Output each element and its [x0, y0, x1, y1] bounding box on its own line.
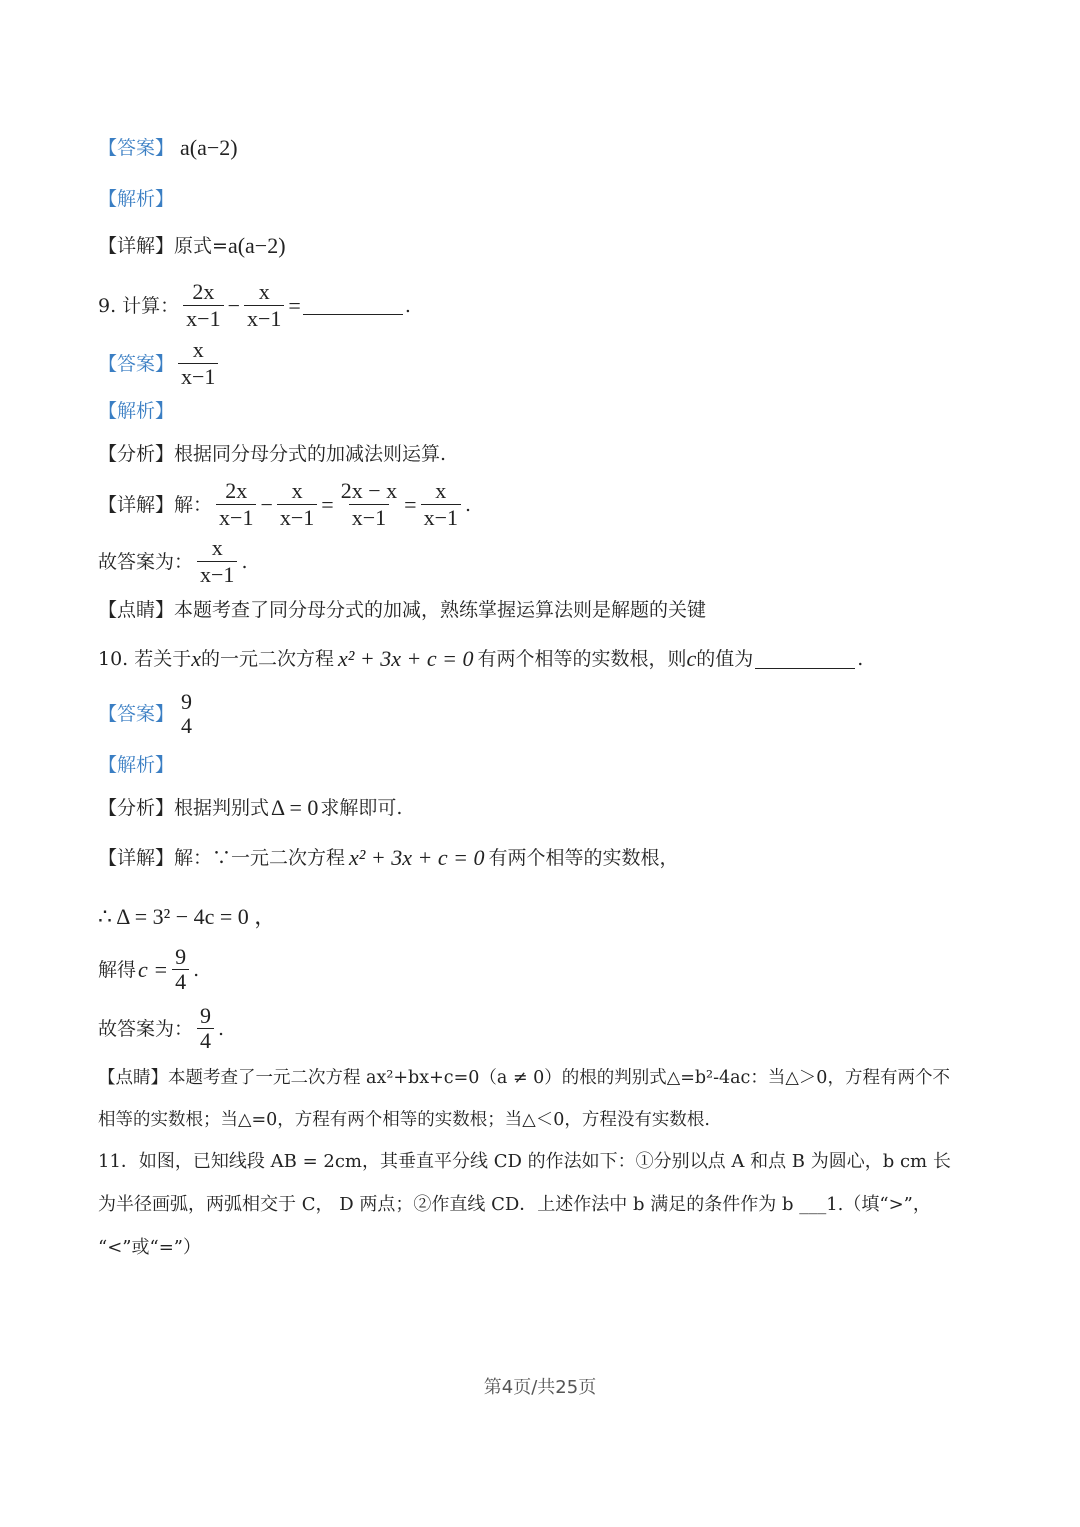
- q10-dianjing-line2: [98, 1108, 710, 1132]
- prev-answer-expr: a(a−2): [180, 135, 238, 160]
- prev-detail-line: [98, 234, 286, 258]
- answer-tag: 【答案】: [98, 703, 175, 725]
- q10-dianjing-text2: 相等的实数根；当△=0，方程有两个相等的实数根；当△＜0，方程没有实数根.: [98, 1110, 710, 1130]
- q10-answer-fraction: 9 4: [181, 689, 193, 738]
- page-footer: 第4页/共25页: [483, 1377, 597, 1398]
- q9-conclusion-label: 故答案为：: [98, 550, 194, 573]
- q9-analysis-line: [98, 399, 174, 423]
- q10-step1: ∴ Δ = 3² − 4c = 0 ，: [98, 904, 277, 929]
- q9-conclusion-line: 故答案为： $\frac{x}{x-1}$ .: [98, 535, 248, 587]
- q10-analysis-line: [98, 753, 174, 777]
- q10-stem-part4: 的值为: [696, 648, 754, 670]
- fenxi-tag: 【分析】: [98, 797, 175, 819]
- q9-detail-line: 【详解】 解： $\frac{2x}{x-1}$ − $\frac{x}{x-1}$ = $\frac{2x - x}{x-1}$ = $\frac{x}{x-1}$ .: [98, 478, 472, 530]
- q9-number: 9.: [98, 294, 117, 317]
- q10-dianjing-line1: [98, 1066, 950, 1090]
- q10-fenxi-text2: 求解即可.: [320, 797, 403, 819]
- q10-dianjing-text1: 本题考查了一元二次方程 ax²+bx+c=0（a ≠ 0）的根的判别式△=b²-4ac：当△＞0，方程有两个不: [168, 1068, 950, 1088]
- q9-fenxi-text: 根据同分母分式的加减法则运算.: [174, 443, 447, 465]
- prev-detail-expr: a(a−2): [227, 233, 286, 258]
- q9-detail-fraction-3: $\frac{2x - x}{x-1}$: [340, 478, 398, 530]
- q10-detail-text1: 解：∵一元二次方程: [174, 847, 346, 869]
- detail-tag: 【详解】: [98, 847, 175, 869]
- q10-fenxi-text1: 根据判别式: [174, 797, 270, 819]
- q10-answer-line: [98, 690, 199, 738]
- prev-answer-line: [98, 136, 238, 160]
- q10-detail-line: [98, 846, 678, 870]
- q11-line3: [98, 1236, 201, 1260]
- dianjing-tag: 【点睛】: [98, 599, 175, 621]
- q9-answer-blank: [303, 296, 403, 315]
- prev-detail-prefix: 原式=: [174, 235, 228, 257]
- q10-fenxi-line: [98, 796, 402, 820]
- detail-tag: 【详解】: [98, 493, 175, 516]
- q10-stem-part1: 若关于: [134, 648, 192, 670]
- q10-stem: 10. 若关于 x 的一元二次方程 x² + 3x + c = 0 有两个相等的实数根，则 c 的值为 .: [98, 646, 864, 671]
- fenxi-tag: 【分析】: [98, 443, 175, 465]
- q9-fraction-2: $\frac{x}{x-1}$: [244, 279, 284, 332]
- q9-detail-fraction-4: $\frac{x}{x-1}$: [421, 478, 461, 531]
- q10-detail-text2: 有两个相等的实数根，: [488, 847, 679, 869]
- q9-fraction-1: $\frac{2x}{x-1}$: [183, 279, 223, 332]
- q10-step2-var: c =: [138, 956, 169, 982]
- q10-var-x: x: [191, 646, 201, 671]
- q9-dianjing-line: [98, 598, 706, 622]
- q10-step2-fraction: $\frac{9}{4}$: [172, 945, 189, 994]
- q10-detail-equation: x² + 3x + c = 0: [349, 845, 485, 870]
- q10-stem-part2: 的一元二次方程: [201, 648, 335, 670]
- q11-line2: [98, 1193, 931, 1217]
- q9-answer-line: [98, 337, 222, 390]
- detail-tag: 【详解】: [98, 235, 175, 257]
- q9-fenxi-line: [98, 442, 446, 466]
- q11-text-line3: “<”或“=”）: [98, 1237, 201, 1258]
- q10-equation: x² + 3x + c = 0: [338, 646, 474, 671]
- q10-stem-part3: 有两个相等的实数根，则: [477, 648, 687, 670]
- q9-dianjing-text: 本题考查了同分母分式的加减，熟练掌握运算法则是解题的关键: [174, 599, 707, 621]
- q10-conclusion-label: 故答案为：: [98, 1017, 194, 1040]
- q10-conclusion-line: 故答案为： $\frac{9}{4}$ .: [98, 1003, 225, 1053]
- answer-tag: 【答案】: [98, 352, 175, 375]
- q9-conclusion-fraction: $\frac{x}{x-1}$: [197, 535, 237, 588]
- q9-stem: 9. 计算： $\frac{2x}{x-1}$ − $\frac{x}{x-1}$ = .: [98, 279, 411, 331]
- analysis-tag: 【解析】: [98, 400, 175, 422]
- q10-conclusion-fraction: $\frac{9}{4}$: [197, 1004, 214, 1053]
- q9-detail-fraction-1: $\frac{2x}{x-1}$: [216, 478, 256, 531]
- q9-detail-fraction-2: $\frac{x}{x-1}$: [277, 478, 317, 531]
- analysis-tag: 【解析】: [98, 754, 175, 776]
- q10-step2-line: 解得 c = $\frac{9}{4}$ .: [98, 944, 200, 994]
- q10-answer-blank: [755, 650, 855, 669]
- q9-detail-label: 解：: [174, 493, 213, 516]
- prev-analysis-line: [98, 187, 174, 211]
- q10-var-c: c: [686, 646, 697, 671]
- q9-answer-fraction: $\frac{x}{x-1}$: [178, 337, 218, 390]
- q11-text-line2: 为半径画弧，两弧相交于 C， D 两点；②作直线 CD．上述作法中 b 满足的条件作为 b ___1.（填“>”，: [98, 1194, 931, 1215]
- answer-tag: 【答案】: [98, 137, 175, 159]
- q11-line1: [98, 1150, 951, 1174]
- analysis-tag: 【解析】: [98, 188, 175, 210]
- q10-number: 10.: [98, 648, 129, 670]
- q10-fenxi-expr: Δ = 0: [271, 795, 319, 820]
- q10-step1-line: [98, 905, 276, 929]
- q10-step2-prefix: 解得: [98, 958, 137, 981]
- dianjing-tag: 【点睛】: [98, 1068, 168, 1088]
- q11-text-line1: 11．如图，已知线段 AB = 2cm，其垂直平分线 CD 的作法如下：①分别以点 A 和点 B 为圆心，b cm 长: [98, 1151, 951, 1172]
- q9-stem-label: 计算：: [122, 294, 180, 317]
